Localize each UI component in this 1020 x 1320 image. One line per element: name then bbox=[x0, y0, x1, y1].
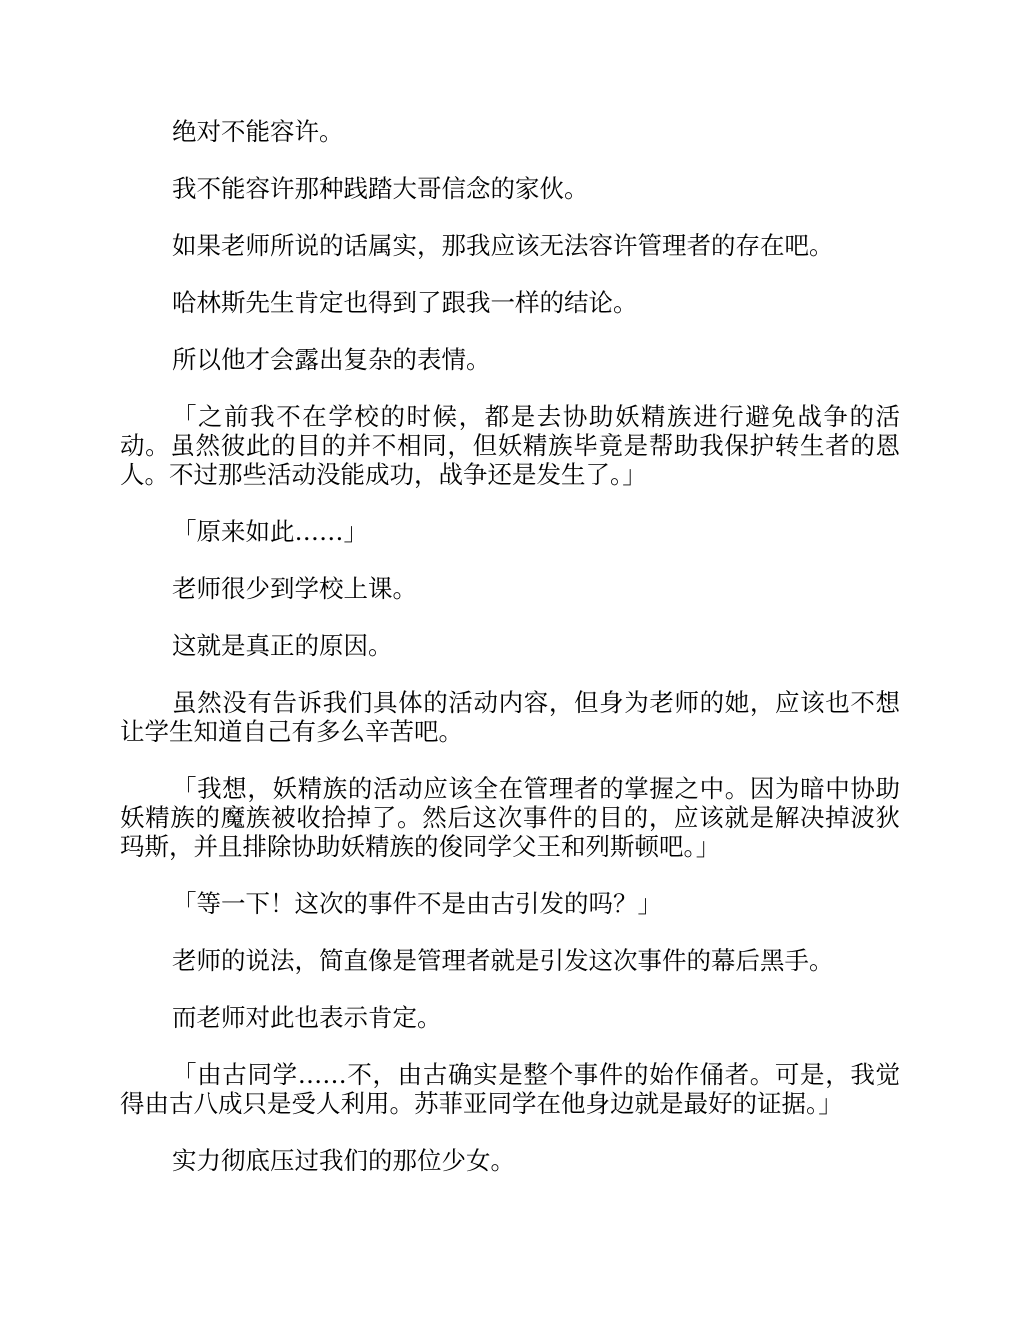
paragraph: 所以他才会露出复杂的表情。 bbox=[172, 345, 491, 374]
paragraph: 「由古同学……不，由古确实是整个事件的始作俑者。可是，我觉得由古八成只是受人利用。苏菲亚同学在他身边就是最好的证据。」 bbox=[120, 1060, 900, 1118]
paragraph: 哈林斯先生肯定也得到了跟我一样的结论。 bbox=[172, 288, 638, 317]
paragraph: 「之前我不在学校的时候，都是去协助妖精族进行避免战争的活动。虽然彼此的目的并不相同，但妖精族毕竟是帮助我保护转生者的恩人。不过那些活动没能成功，战争还是发生了。」 bbox=[120, 402, 900, 489]
paragraph: 「原来如此……」 bbox=[172, 517, 368, 546]
paragraph: 如果老师所说的话属实，那我应该无法容许管理者的存在吧。 bbox=[172, 231, 834, 260]
paragraph: 而老师对此也表示肯定。 bbox=[172, 1003, 442, 1032]
paragraph: 绝对不能容许。 bbox=[172, 117, 344, 146]
paragraph: 虽然没有告诉我们具体的活动内容，但身为老师的她，应该也不想让学生知道自己有多么辛苦吧。 bbox=[120, 688, 900, 746]
paragraph: 老师的说法，简直像是管理者就是引发这次事件的幕后黑手。 bbox=[172, 946, 834, 975]
paragraph: 这就是真正的原因。 bbox=[172, 631, 393, 660]
paragraph: 实力彻底压过我们的那位少女。 bbox=[172, 1146, 515, 1175]
paragraph: 「等一下！这次的事件不是由古引发的吗？」 bbox=[172, 889, 662, 918]
paragraph: 老师很少到学校上课。 bbox=[172, 574, 417, 603]
document-page bbox=[120, 117, 900, 1203]
paragraph: 我不能容许那种践踏大哥信念的家伙。 bbox=[172, 174, 589, 203]
paragraph: 「我想，妖精族的活动应该全在管理者的掌握之中。因为暗中协助妖精族的魔族被收拾掉了。然后这次事件的目的，应该就是解决掉波狄玛斯，并且排除协助妖精族的俊同学父王和列斯顿吧。」 bbox=[120, 774, 900, 861]
